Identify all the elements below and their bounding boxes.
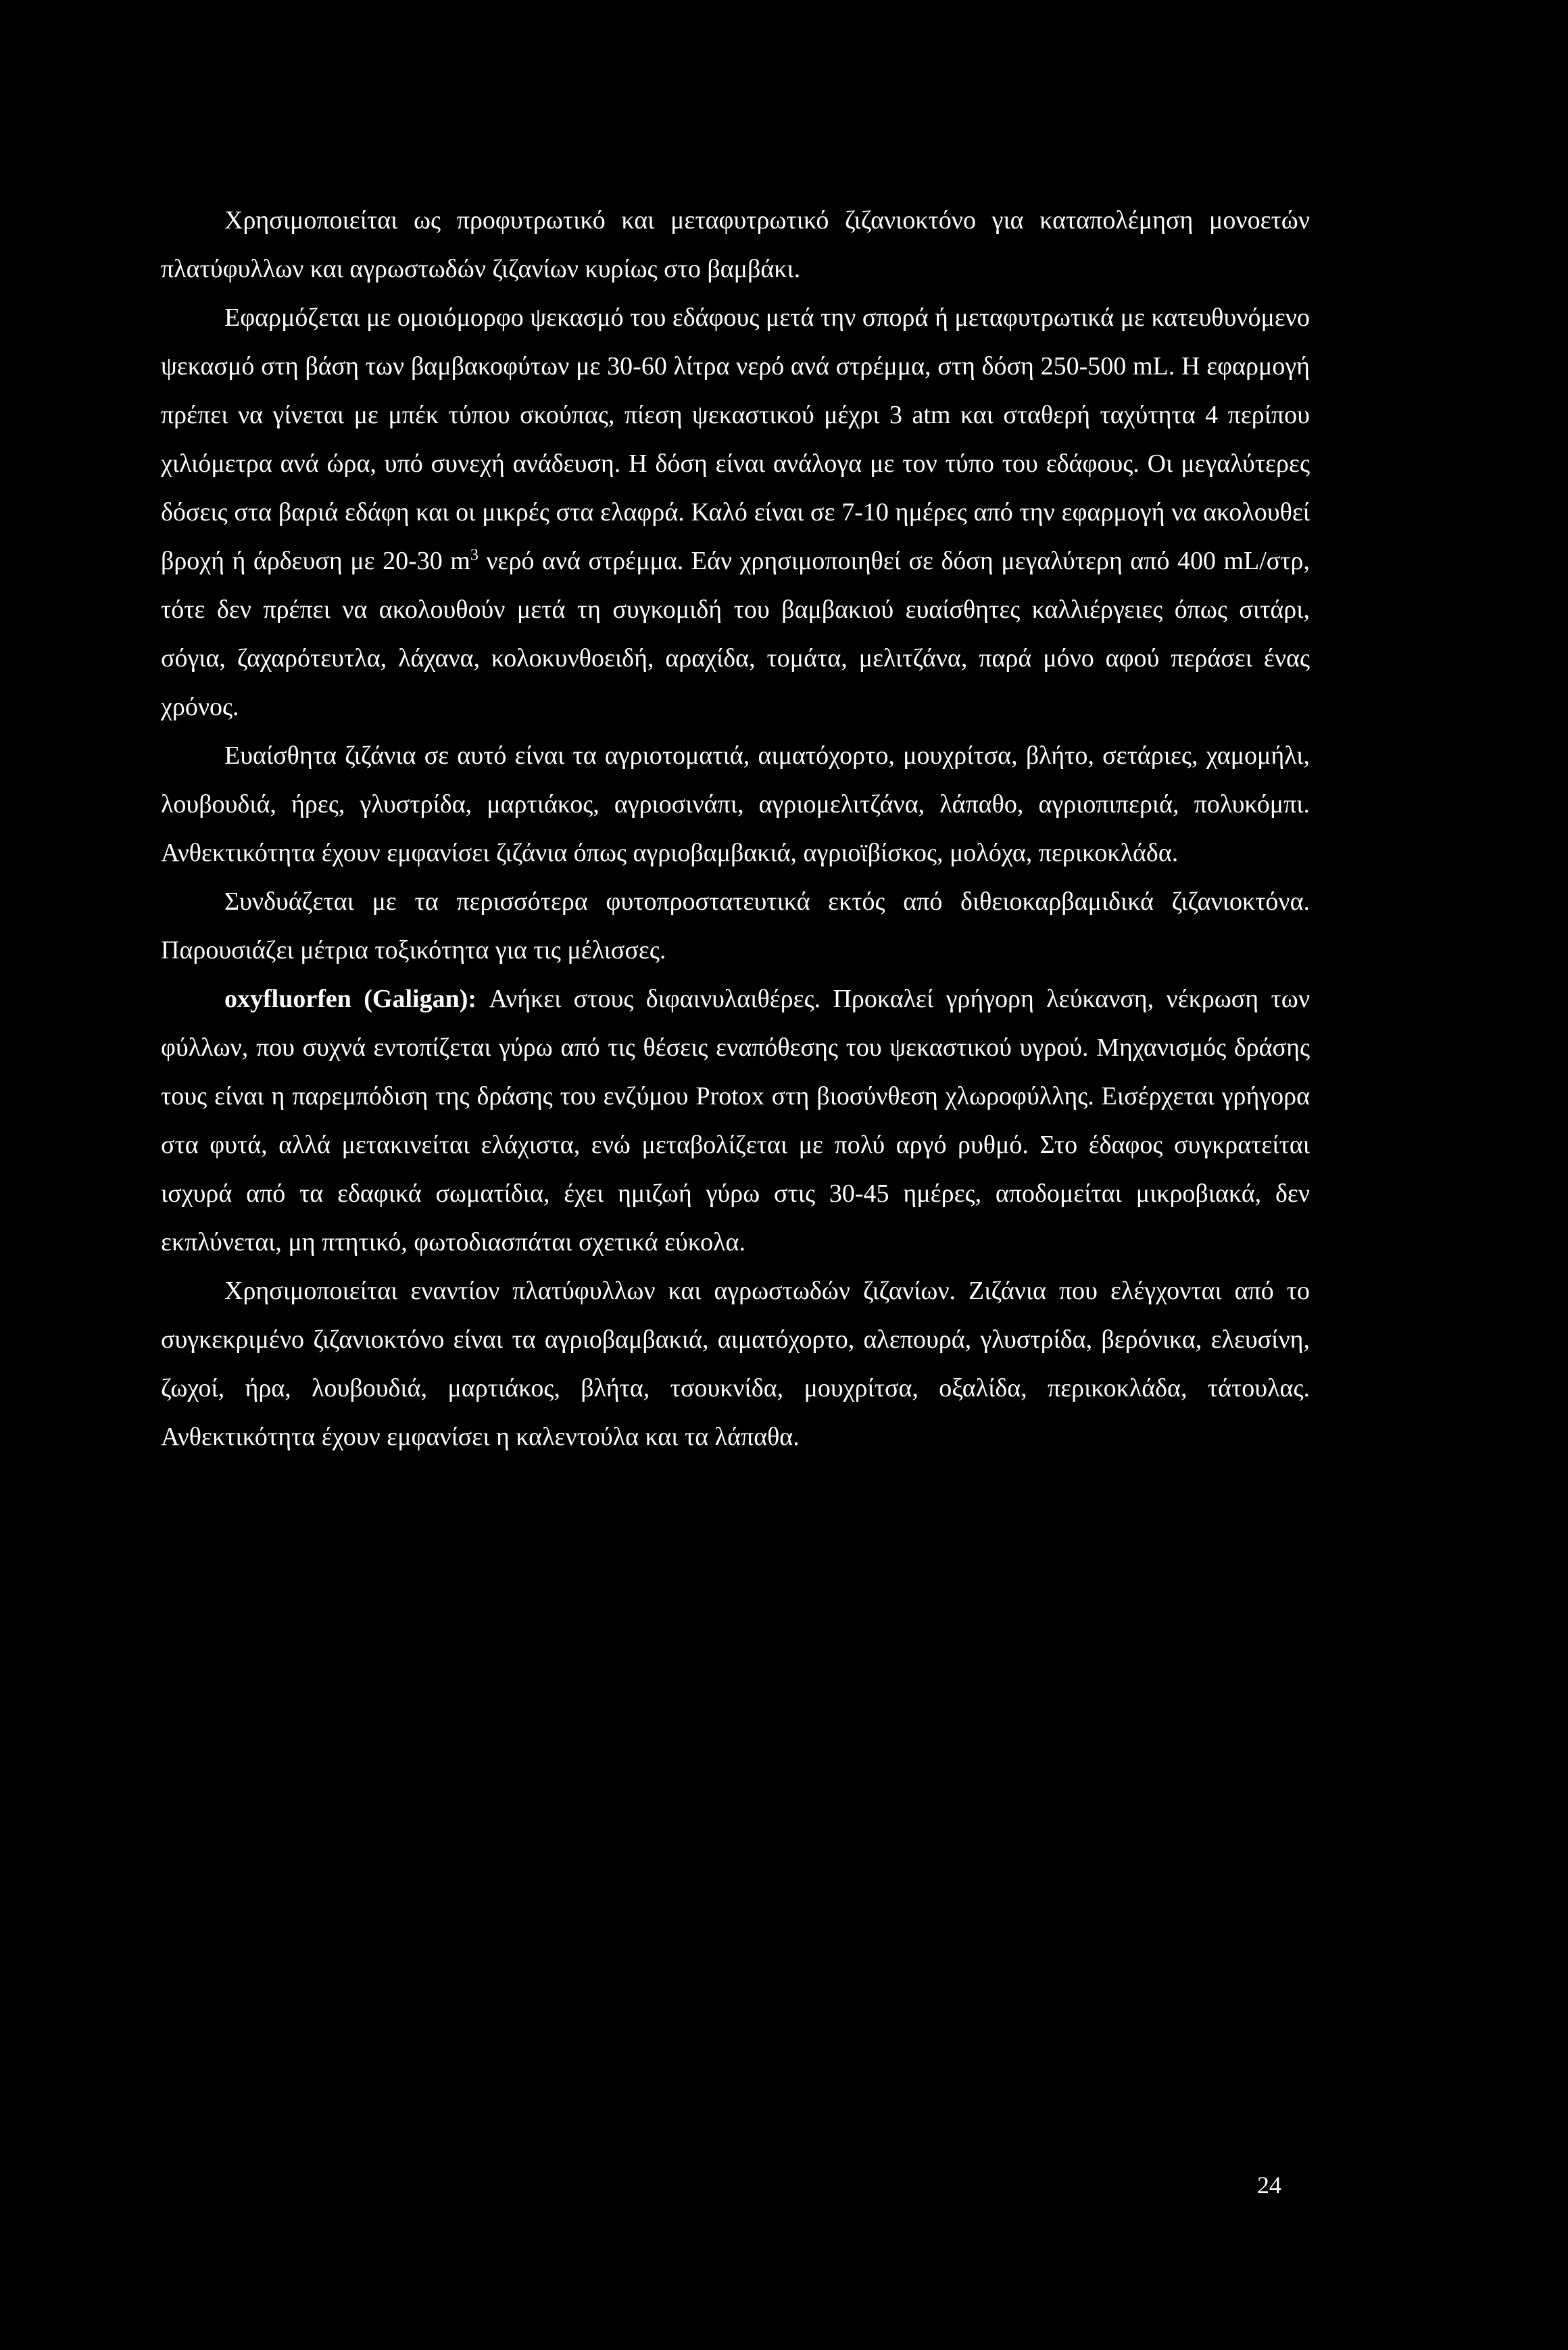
paragraph-text: Ευαίσθητα ζιζάνια σε αυτό είναι τα αγριοτοματιά, αιματόχορτο, μουχρίτσα, βλήτο, σετάριες, χαμομήλι, λουβουδιά, ήρες, γλυστρίδα, μαρτιάκος, αγριοσινάπι, αγριομελιτζάνα, λάπαθο, αγριοπιπεριά, πολυκόμπι. Ανθεκτικότητα έχουν εμφανίσει ζιζάνια όπως αγριοβαμβακιά, αγριοϊβίσκος, μολόχα, περικοκλάδα. bbox=[161, 741, 1310, 867]
body-text bbox=[161, 196, 1310, 1461]
paragraph-text: Χρησιμοποιείται ως προφυτρωτικό και μεταφυτρωτικό ζιζανιοκτόνο για καταπολέμηση μονοετών πλατύφυλλων και αγρωστωδών ζιζανίων κυρίως στο βαμβάκι. bbox=[161, 206, 1310, 283]
paragraph-text: Χρησιμοποιείται εναντίον πλατύφυλλων και αγρωστωδών ζιζανίων. Ζιζάνια που ελέγχονται από το συγκεκριμένο ζιζανιοκτόνο είναι τα αγριοβαμβακιά, αιματόχορτο, αλεπουρά, γλυστρίδα, βερόνικα, ελευσίνη, ζωχοί, ήρα, λουβουδιά, μαρτιάκος, βλήτα, τσουκνίδα, μουχρίτσα, οξαλίδα, περικοκλάδα, τάτουλας. Ανθεκτικότητα έχουν εμφανίσει η καλεντούλα και τα λάπαθα. bbox=[161, 1277, 1310, 1451]
active-ingredient-heading: oxyfluorfen (Galigan): bbox=[224, 985, 477, 1013]
paragraph-application bbox=[161, 293, 1310, 731]
page-number: 24 bbox=[1257, 2172, 1281, 2199]
paragraph-sensitive-weeds bbox=[161, 731, 1310, 877]
paragraph-text-continued: νερό ανά στρέμμα. Εάν χρησιμοποιηθεί σε δόση μεγαλύτερη από 400 mL/στρ, τότε δεν πρέπει να ακολουθούν μετά τη συγκομιδή του βαμβακιού ευαίσθητες καλλιέργειες όπως σιτάρι, σόγια, ζαχαρότευτλα, λάχανα, κολοκυνθοειδή, αραχίδα, τομάτα, μελιτζάνα, παρά μόνο αφού περάσει ένας χρόνος. bbox=[161, 547, 1310, 721]
paragraph-controlled-weeds bbox=[161, 1267, 1310, 1461]
paragraph-text: Εφαρμόζεται με ομοιόμορφο ψεκασμό του εδάφους μετά την σπορά ή μεταφυτρωτικά με κατευθυνόμενο ψεκασμό στη βάση των βαμβακοφύτων με 30-60 λίτρα νερό ανά στρέμμα, στη δόση 250-500 mL. Η εφαρμογή πρέπει να γίνεται με μπέκ τύπου σκούπας, πίεση ψεκαστικού μέχρι 3 atm και σταθερή ταχύτητα 4 περίπου χιλιόμετρα ανά ώρα, υπό συνεχή ανάδευση. Η δόση είναι ανάλογα με τον τύπο του εδάφους. Οι μεγαλύτερες δόσεις στα βαριά εδάφη και οι μικρές στα ελαφρά. Καλό είναι σε 7-10 ημέρες από την εφαρμογή να ακολουθεί βροχή ή άρδευση με 20-30 m bbox=[161, 303, 1310, 575]
paragraph-oxyfluorfen bbox=[161, 975, 1310, 1267]
paragraph-usage bbox=[161, 196, 1310, 293]
paragraph-compatibility bbox=[161, 877, 1310, 975]
paragraph-text: Ανήκει στους διφαινυλαιθέρες. Προκαλεί γρήγορη λεύκανση, νέκρωση των φύλλων, που συχνά εντοπίζεται γύρω από τις θέσεις εναπόθεσης του ψεκαστικού υγρού. Μηχανισμός δράσης τους είναι η παρεμπόδιση της δράσης του ενζύμου Protox στη βιοσύνθεση χλωροφύλλης. Εισέρχεται γρήγορα στα φυτά, αλλά μετακινείται ελάχιστα, ενώ μεταβολίζεται με πολύ αργό ρυθμό. Στο έδαφος συγκρατείται ισχυρά από τα εδαφικά σωματίδια, έχει ημιζωή γύρω στις 30-45 ημέρες, αποδομείται μικροβιακά, δεν εκπλύνεται, μη πτητικό, φωτοδιασπάται σχετικά εύκολα. bbox=[161, 985, 1310, 1256]
superscript-exponent: 3 bbox=[470, 546, 479, 564]
paragraph-text: Συνδυάζεται με τα περισσότερα φυτοπροστατευτικά εκτός από διθειοκαρβαμιδικά ζιζανιοκτόνα. Παρουσιάζει μέτρια τοξικότητα για τις μέλισσες. bbox=[161, 887, 1310, 964]
